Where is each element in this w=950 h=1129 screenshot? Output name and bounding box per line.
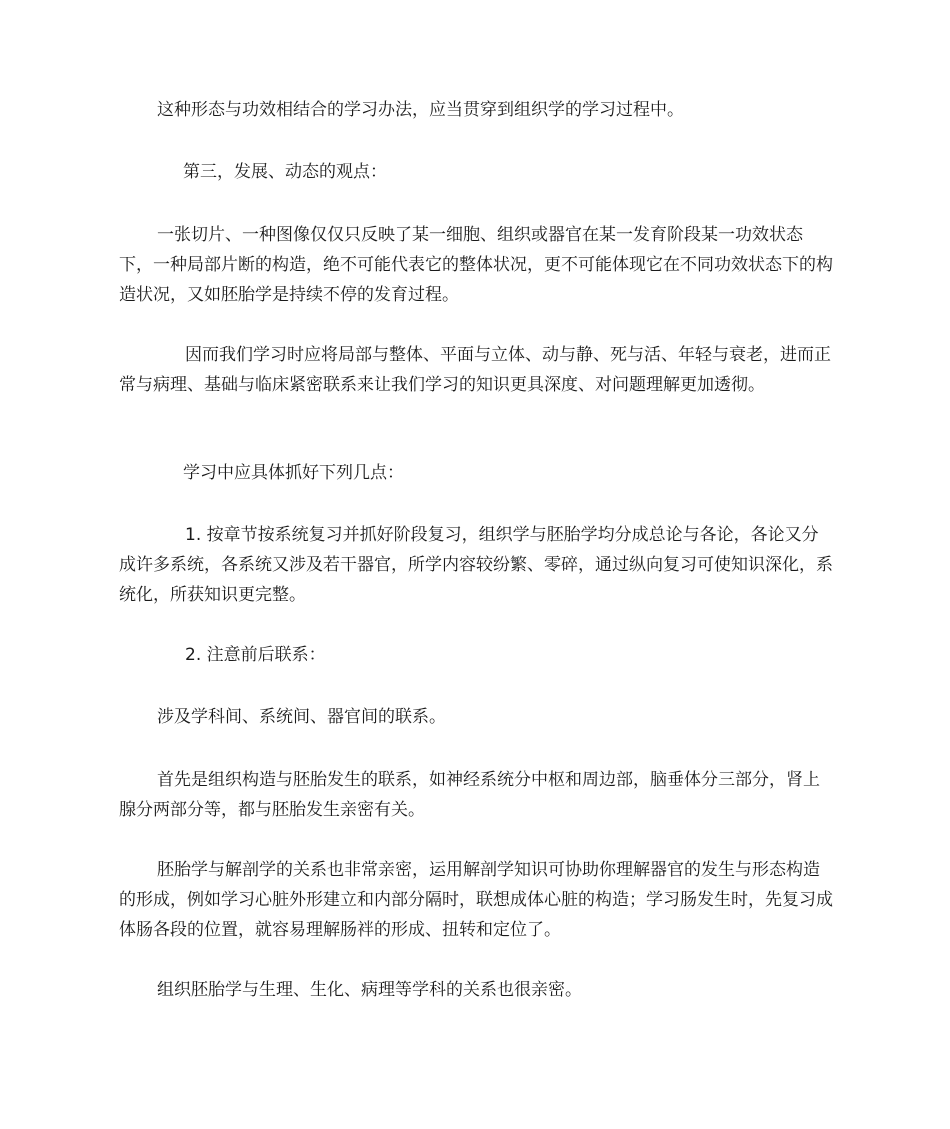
paragraph-other-subjects: 组织胚胎学与生理、生化、病理等学科的关系也很亲密。 bbox=[157, 980, 582, 1000]
paragraph-disciplines: 涉及学科间、系统间、器官间的联系。 bbox=[157, 707, 446, 727]
heading-study-points: 学习中应具体抓好下列几点： bbox=[183, 463, 404, 483]
heading-third-viewpoint: 第三，发展、动态的观点： bbox=[183, 162, 387, 182]
paragraph-embryo-structure: 首先是组织构造与胚胎发生的联系，如神经系统分中枢和周边部，脑垂体分三部分，肾上腺分两部分等，都与胚胎发生亲密有关。 bbox=[119, 770, 820, 820]
list-item-1-systematic-review: 1. 按章节按系统复习并抓好阶段复习，组织学与胚胎学均分成总论与各论，各论又分成许多系统，各系统又涉及若干器官，所学内容较纷繁、零碎，通过纵向复习可使知识深化，系统化，所获知识更完整。 bbox=[119, 525, 833, 605]
paragraph-slice-limitation: 一张切片、一种图像仅仅只反映了某一细胞、组织或器官在某一发育阶段某一功效状态下，一种局部片断的构造，绝不可能代表它的整体状况，更不可能体现它在不同功效状态下的构造状况，又如胚胎学是持续不停的发育过程。 bbox=[119, 225, 833, 305]
paragraph-anatomy-relation: 胚胎学与解剖学的关系也非常亲密，运用解剖学知识可协助你理解器官的发生与形态构造的形成，例如学习心脏外形建立和内部分隔时，联想成体心脏的构造；学习肠发生时，先复习成体肠各段的位置，就容易理解肠袢的形成、扭转和定位了。 bbox=[119, 860, 833, 940]
paragraph-structure-function: 这种形态与功效相结合的学习办法，应当贯穿到组织学的学习过程中。 bbox=[157, 100, 684, 120]
paragraph-integration: 因而我们学习时应将局部与整体、平面与立体、动与静、死与活、年轻与衰老，进而正常与病理、基础与临床紧密联系来让我们学习的知识更具深度、对问题理解更加透彻。 bbox=[119, 345, 831, 395]
list-item-2-connections: 2. 注意前后联系： bbox=[185, 645, 326, 665]
